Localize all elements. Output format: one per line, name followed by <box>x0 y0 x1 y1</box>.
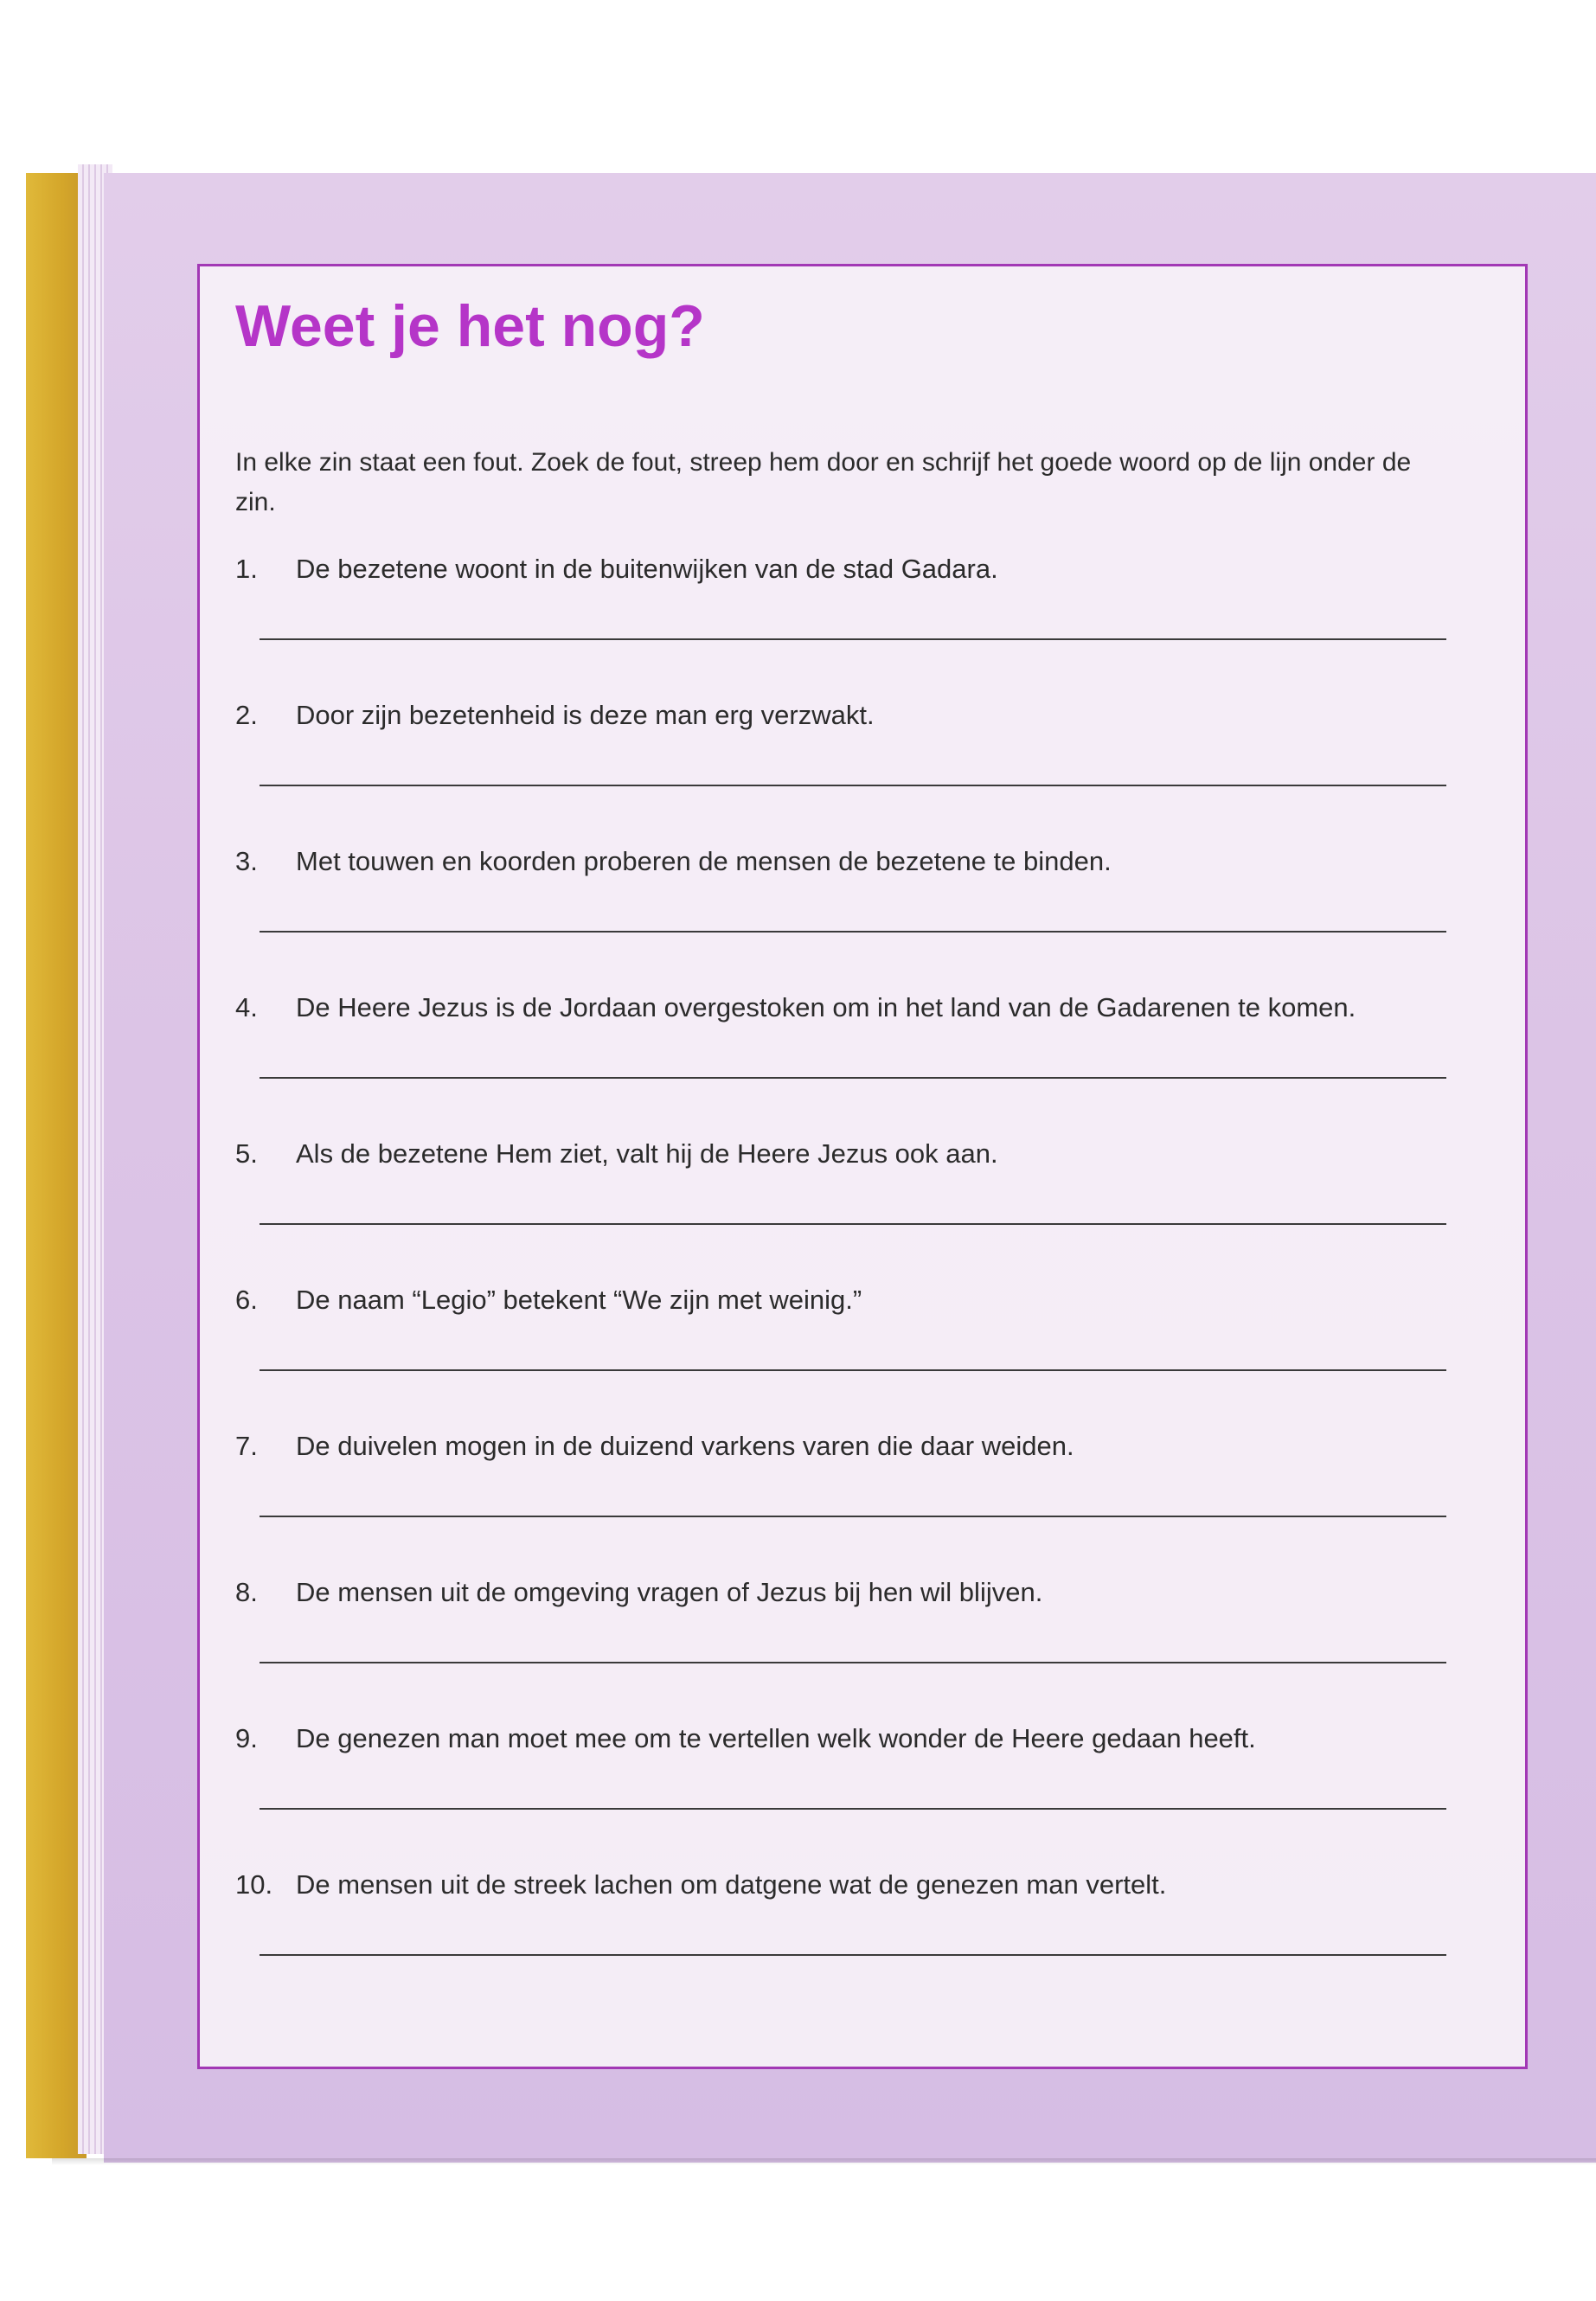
worksheet-instructions: In elke zin staat een fout. Zoek de fout, streep hem door en schrijf het goede woord op de lijn onder de zin. <box>235 448 1412 516</box>
question-text: Door zijn bezetenheid is deze man erg verzwakt. <box>296 700 875 730</box>
question-item <box>235 1577 1464 1689</box>
question-number: 9. <box>235 1723 258 1753</box>
question-number: 7. <box>235 1431 258 1461</box>
question-item <box>235 700 1464 812</box>
answer-line[interactable] <box>260 785 1446 786</box>
question-item <box>235 846 1464 958</box>
question-text: Met touwen en koorden proberen de mensen de bezetene te binden. <box>296 846 1112 876</box>
answer-line[interactable] <box>260 1808 1446 1810</box>
answer-line[interactable] <box>260 1077 1446 1079</box>
question-number: 1. <box>235 554 258 584</box>
answer-line[interactable] <box>260 931 1446 933</box>
question-number: 8. <box>235 1577 258 1607</box>
question-number: 5. <box>235 1138 258 1169</box>
answer-line[interactable] <box>260 1516 1446 1517</box>
question-item <box>235 992 1464 1105</box>
answer-line[interactable] <box>260 1223 1446 1225</box>
question-number: 6. <box>235 1285 258 1315</box>
answer-line[interactable] <box>260 1662 1446 1663</box>
answer-line[interactable] <box>260 1369 1446 1371</box>
question-text: De naam “Legio” betekent “We zijn met weinig.” <box>296 1285 862 1315</box>
question-number: 10. <box>235 1869 273 1900</box>
question-number: 3. <box>235 846 258 876</box>
question-item <box>235 1138 1464 1251</box>
question-text: De mensen uit de streek lachen om datgene wat de genezen man vertelt. <box>296 1869 1167 1900</box>
answer-line[interactable] <box>260 1954 1446 1956</box>
question-number: 4. <box>235 992 258 1022</box>
answer-line[interactable] <box>260 638 1446 640</box>
worksheet-title: Weet je het nog? <box>235 293 705 359</box>
question-text: De genezen man moet mee om te vertellen welk wonder de Heere gedaan heeft. <box>296 1723 1256 1753</box>
question-item <box>235 554 1464 666</box>
question-text: De mensen uit de omgeving vragen of Jezus bij hen wil blijven. <box>296 1577 1043 1607</box>
question-text: Als de bezetene Hem ziet, valt hij de Heere Jezus ook aan. <box>296 1138 998 1169</box>
page-shadow <box>52 2158 1596 2165</box>
question-text: De Heere Jezus is de Jordaan overgestoken om in het land van de Gadarenen te komen. <box>296 992 1356 1022</box>
question-text: De bezetene woont in de buitenwijken van de stad Gadara. <box>296 554 998 584</box>
question-item <box>235 1869 1464 1982</box>
question-number: 2. <box>235 700 258 730</box>
question-item <box>235 1285 1464 1397</box>
question-item <box>235 1431 1464 1543</box>
question-text: De duivelen mogen in de duizend varkens varen die daar weiden. <box>296 1431 1074 1461</box>
question-item <box>235 1723 1464 1836</box>
